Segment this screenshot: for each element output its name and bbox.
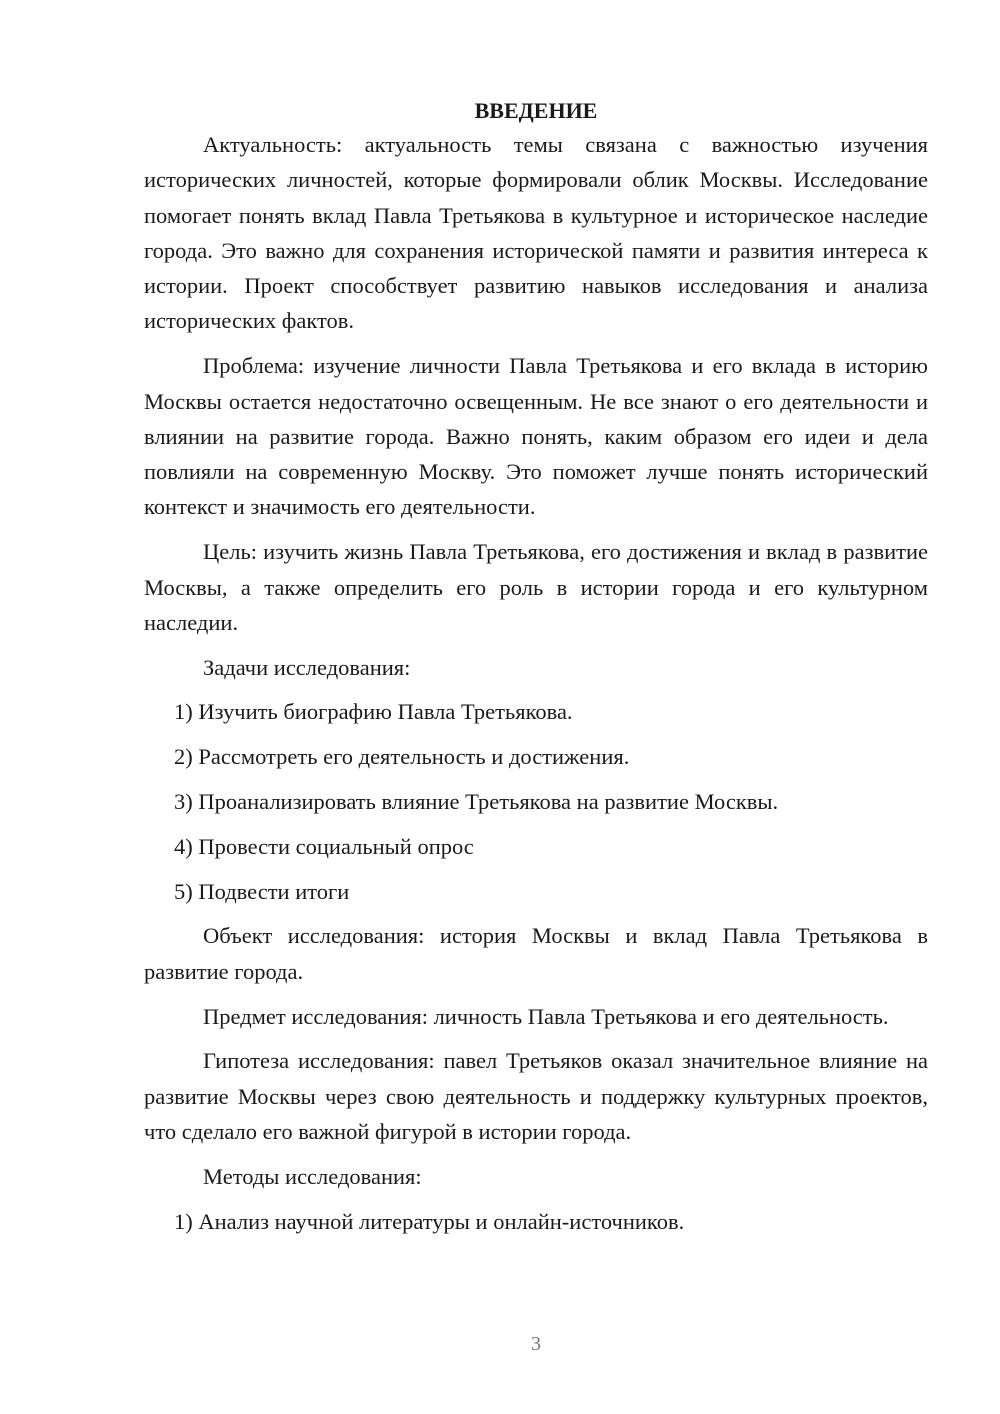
paragraph-relevance: Актуальность: актуальность темы связана с важностью изучения исторических личностей, которые формировали облик Москвы. Исследование помогает понять вклад Павла Третьякова в культурное и историческое наследие города. Это важно для сохранения исторической памяти и развития интереса к истории. Проект способствует развитию навыков исследования и анализа исторических фактов. <box>144 132 928 334</box>
list-item: 4) Провести социальный опрос <box>174 833 474 859</box>
document-page <box>144 95 928 1248</box>
list-item: 1) Изучить биографию Павла Третьякова. <box>174 699 573 725</box>
list-item: 3) Проанализировать влияние Третьякова на развитие Москвы. <box>174 789 779 815</box>
paragraph-object: Объект исследования: история Москвы и вклад Павла Третьякова в развитие города. <box>144 923 928 984</box>
methods-heading: Методы исследования: <box>203 1163 422 1189</box>
list-item: 5) Подвести итоги <box>174 878 350 904</box>
methods-list <box>144 1204 928 1239</box>
paragraph-hypothesis: Гипотеза исследования: павел Третьяков оказал значительное влияние на развитие Москвы через свою деятельность и поддержку культурных проектов, что сделало его важной фигурой в истории города. <box>144 1048 928 1144</box>
section-heading: ВВЕДЕНИЕ <box>474 98 598 123</box>
list-item: 1) Анализ научной литературы и онлайн-источников. <box>174 1208 685 1234</box>
paragraph-subject: Предмет исследования: личность Павла Третьякова и его деятельность. <box>203 1003 889 1029</box>
list-item: 2) Рассмотреть его деятельность и достижения. <box>174 744 630 770</box>
tasks-heading: Задачи исследования: <box>203 654 411 680</box>
paragraph-problem: Проблема: изучение личности Павла Третьякова и его вклада в историю Москвы остается недостаточно освещенным. Не все знают о его деятельности и влиянии на развитие города. Важно понять, каким образом его идеи и дела повлияли на современную Москву. Это поможет лучше понять исторический контекст и значимость его деятельности. <box>144 353 928 520</box>
page-number: 3 <box>531 1333 541 1355</box>
paragraph-goal: Цель: изучить жизнь Павла Третьякова, его достижения и вклад в развитие Москвы, а также определить его роль в истории города и его культурном наследии. <box>144 539 928 635</box>
tasks-list <box>144 694 928 908</box>
